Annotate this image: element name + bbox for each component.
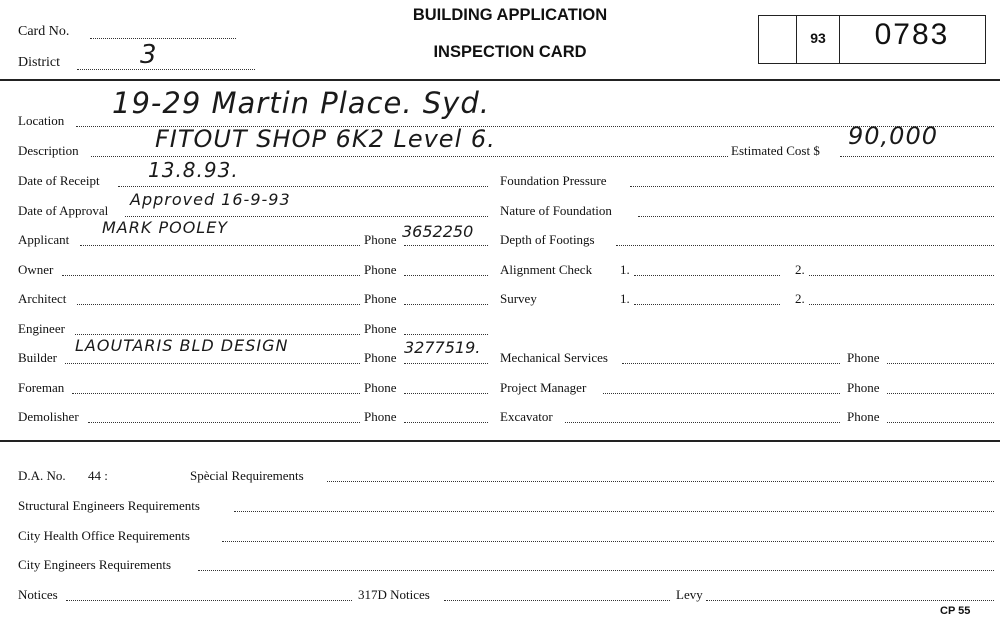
structural-engineers-field[interactable] bbox=[234, 511, 994, 512]
applicant-value: MARK POOLEY bbox=[102, 218, 229, 237]
city-engineers-label: City Engineers Requirements bbox=[18, 557, 172, 572]
owner-phone-label: Phone bbox=[364, 262, 397, 277]
owner-field[interactable] bbox=[62, 275, 360, 276]
demolisher-phone-label: Phone bbox=[364, 409, 397, 424]
depth-of-footings-field[interactable] bbox=[616, 245, 994, 246]
engineer-field[interactable] bbox=[75, 334, 360, 335]
description-label: Description bbox=[18, 143, 79, 158]
notices-317d-label: 317D Notices bbox=[358, 587, 430, 602]
survey-num2: 2. bbox=[795, 291, 805, 306]
mechanical-services-field[interactable] bbox=[622, 363, 840, 364]
special-requirements-field[interactable] bbox=[327, 481, 994, 482]
card-number-box bbox=[758, 15, 986, 64]
date-of-receipt-value: 13.8.93. bbox=[148, 158, 239, 182]
card-title-line1: BUILDING APPLICATION bbox=[412, 6, 608, 24]
applicant-phone-field[interactable] bbox=[404, 245, 488, 246]
description-field[interactable] bbox=[91, 156, 728, 157]
section-divider bbox=[0, 440, 1000, 442]
special-requirements-label: Spècial Requirements bbox=[190, 468, 304, 483]
builder-field[interactable] bbox=[65, 363, 360, 364]
foreman-phone-label: Phone bbox=[364, 380, 397, 395]
levy-label: Levy bbox=[676, 587, 703, 602]
district-field[interactable] bbox=[77, 69, 255, 70]
header-divider bbox=[0, 79, 1000, 81]
architect-field[interactable] bbox=[77, 304, 360, 305]
mechanical-services-label: Mechanical Services bbox=[500, 350, 608, 365]
city-health-label: City Health Office Requirements bbox=[18, 528, 190, 543]
card-no-field[interactable] bbox=[90, 38, 236, 39]
da-no-label: D.A. No. bbox=[18, 468, 66, 483]
date-of-receipt-label: Date of Receipt bbox=[18, 173, 100, 188]
location-label: Location bbox=[18, 113, 65, 128]
architect-phone-label: Phone bbox=[364, 291, 397, 306]
project-manager-phone-label: Phone bbox=[847, 380, 880, 395]
owner-label: Owner bbox=[18, 262, 54, 277]
da-no-value: 44 : bbox=[88, 468, 108, 483]
date-of-approval-field[interactable] bbox=[125, 216, 488, 217]
mechanical-services-phone-label: Phone bbox=[847, 350, 880, 365]
city-health-field[interactable] bbox=[222, 541, 994, 542]
estimated-cost-field[interactable] bbox=[840, 156, 994, 157]
alignment-check-num2: 2. bbox=[795, 262, 805, 277]
alignment-check-field-2[interactable] bbox=[809, 275, 994, 276]
card-title-line2: INSPECTION CARD bbox=[433, 43, 587, 61]
notices-field[interactable] bbox=[66, 600, 352, 601]
applicant-phone-label: Phone bbox=[364, 232, 397, 247]
survey-label: Survey bbox=[500, 291, 537, 306]
engineer-phone-label: Phone bbox=[364, 321, 397, 336]
foundation-pressure-field[interactable] bbox=[630, 186, 994, 187]
demolisher-label: Demolisher bbox=[18, 409, 79, 424]
estimated-cost-label: Estimated Cost $ bbox=[731, 143, 820, 158]
description-value: FITOUT SHOP 6K2 Level 6. bbox=[155, 125, 496, 153]
builder-phone-field[interactable] bbox=[404, 363, 488, 364]
applicant-label: Applicant bbox=[18, 232, 70, 247]
mechanical-services-phone-field[interactable] bbox=[887, 363, 994, 364]
date-of-approval-value: Approved 16-9-93 bbox=[130, 190, 291, 209]
location-value: 19-29 Martin Place. Syd. bbox=[112, 86, 490, 120]
depth-of-footings-label: Depth of Footings bbox=[500, 232, 595, 247]
structural-engineers-label: Structural Engineers Requirements bbox=[18, 498, 200, 513]
alignment-check-num1: 1. bbox=[620, 262, 630, 277]
card-number: 0783 bbox=[874, 18, 950, 51]
levy-field[interactable] bbox=[706, 600, 994, 601]
foundation-pressure-label: Foundation Pressure bbox=[500, 173, 607, 188]
alignment-check-field-1[interactable] bbox=[634, 275, 780, 276]
district-label: District bbox=[18, 55, 60, 70]
foreman-phone-field[interactable] bbox=[404, 393, 488, 394]
excavator-field[interactable] bbox=[565, 422, 840, 423]
builder-phone-label: Phone bbox=[364, 350, 397, 365]
excavator-phone-label: Phone bbox=[847, 409, 880, 424]
project-manager-label: Project Manager bbox=[500, 380, 587, 395]
demolisher-field[interactable] bbox=[88, 422, 360, 423]
notices-label: Notices bbox=[18, 587, 58, 602]
form-code: CP 55 bbox=[940, 605, 971, 617]
city-engineers-field[interactable] bbox=[198, 570, 994, 571]
card-no-label: Card No. bbox=[18, 24, 70, 39]
survey-field-2[interactable] bbox=[809, 304, 994, 305]
estimated-cost-value: 90,000 bbox=[848, 122, 938, 150]
card-year: 93 bbox=[810, 30, 826, 46]
alignment-check-label: Alignment Check bbox=[500, 262, 593, 277]
applicant-field[interactable] bbox=[80, 245, 360, 246]
box-divider bbox=[839, 16, 840, 63]
district-value: 3 bbox=[140, 40, 158, 70]
excavator-phone-field[interactable] bbox=[887, 422, 994, 423]
demolisher-phone-field[interactable] bbox=[404, 422, 488, 423]
foreman-label: Foreman bbox=[18, 380, 65, 395]
date-of-receipt-field[interactable] bbox=[118, 186, 488, 187]
owner-phone-field[interactable] bbox=[404, 275, 488, 276]
builder-phone-value: 3277519. bbox=[404, 338, 481, 357]
project-manager-field[interactable] bbox=[603, 393, 840, 394]
project-manager-phone-field[interactable] bbox=[887, 393, 994, 394]
nature-of-foundation-field[interactable] bbox=[638, 216, 994, 217]
survey-num1: 1. bbox=[620, 291, 630, 306]
date-of-approval-label: Date of Approval bbox=[18, 203, 109, 218]
excavator-label: Excavator bbox=[500, 409, 553, 424]
architect-label: Architect bbox=[18, 291, 67, 306]
notices-317d-field[interactable] bbox=[444, 600, 670, 601]
nature-of-foundation-label: Nature of Foundation bbox=[500, 203, 612, 218]
foreman-field[interactable] bbox=[72, 393, 360, 394]
builder-label: Builder bbox=[18, 350, 57, 365]
architect-phone-field[interactable] bbox=[404, 304, 488, 305]
engineer-label: Engineer bbox=[18, 321, 65, 336]
survey-field-1[interactable] bbox=[634, 304, 780, 305]
engineer-phone-field[interactable] bbox=[404, 334, 488, 335]
builder-value: LAOUTARIS BLD DESIGN bbox=[75, 336, 289, 355]
applicant-phone-value: 3652250 bbox=[402, 222, 474, 241]
